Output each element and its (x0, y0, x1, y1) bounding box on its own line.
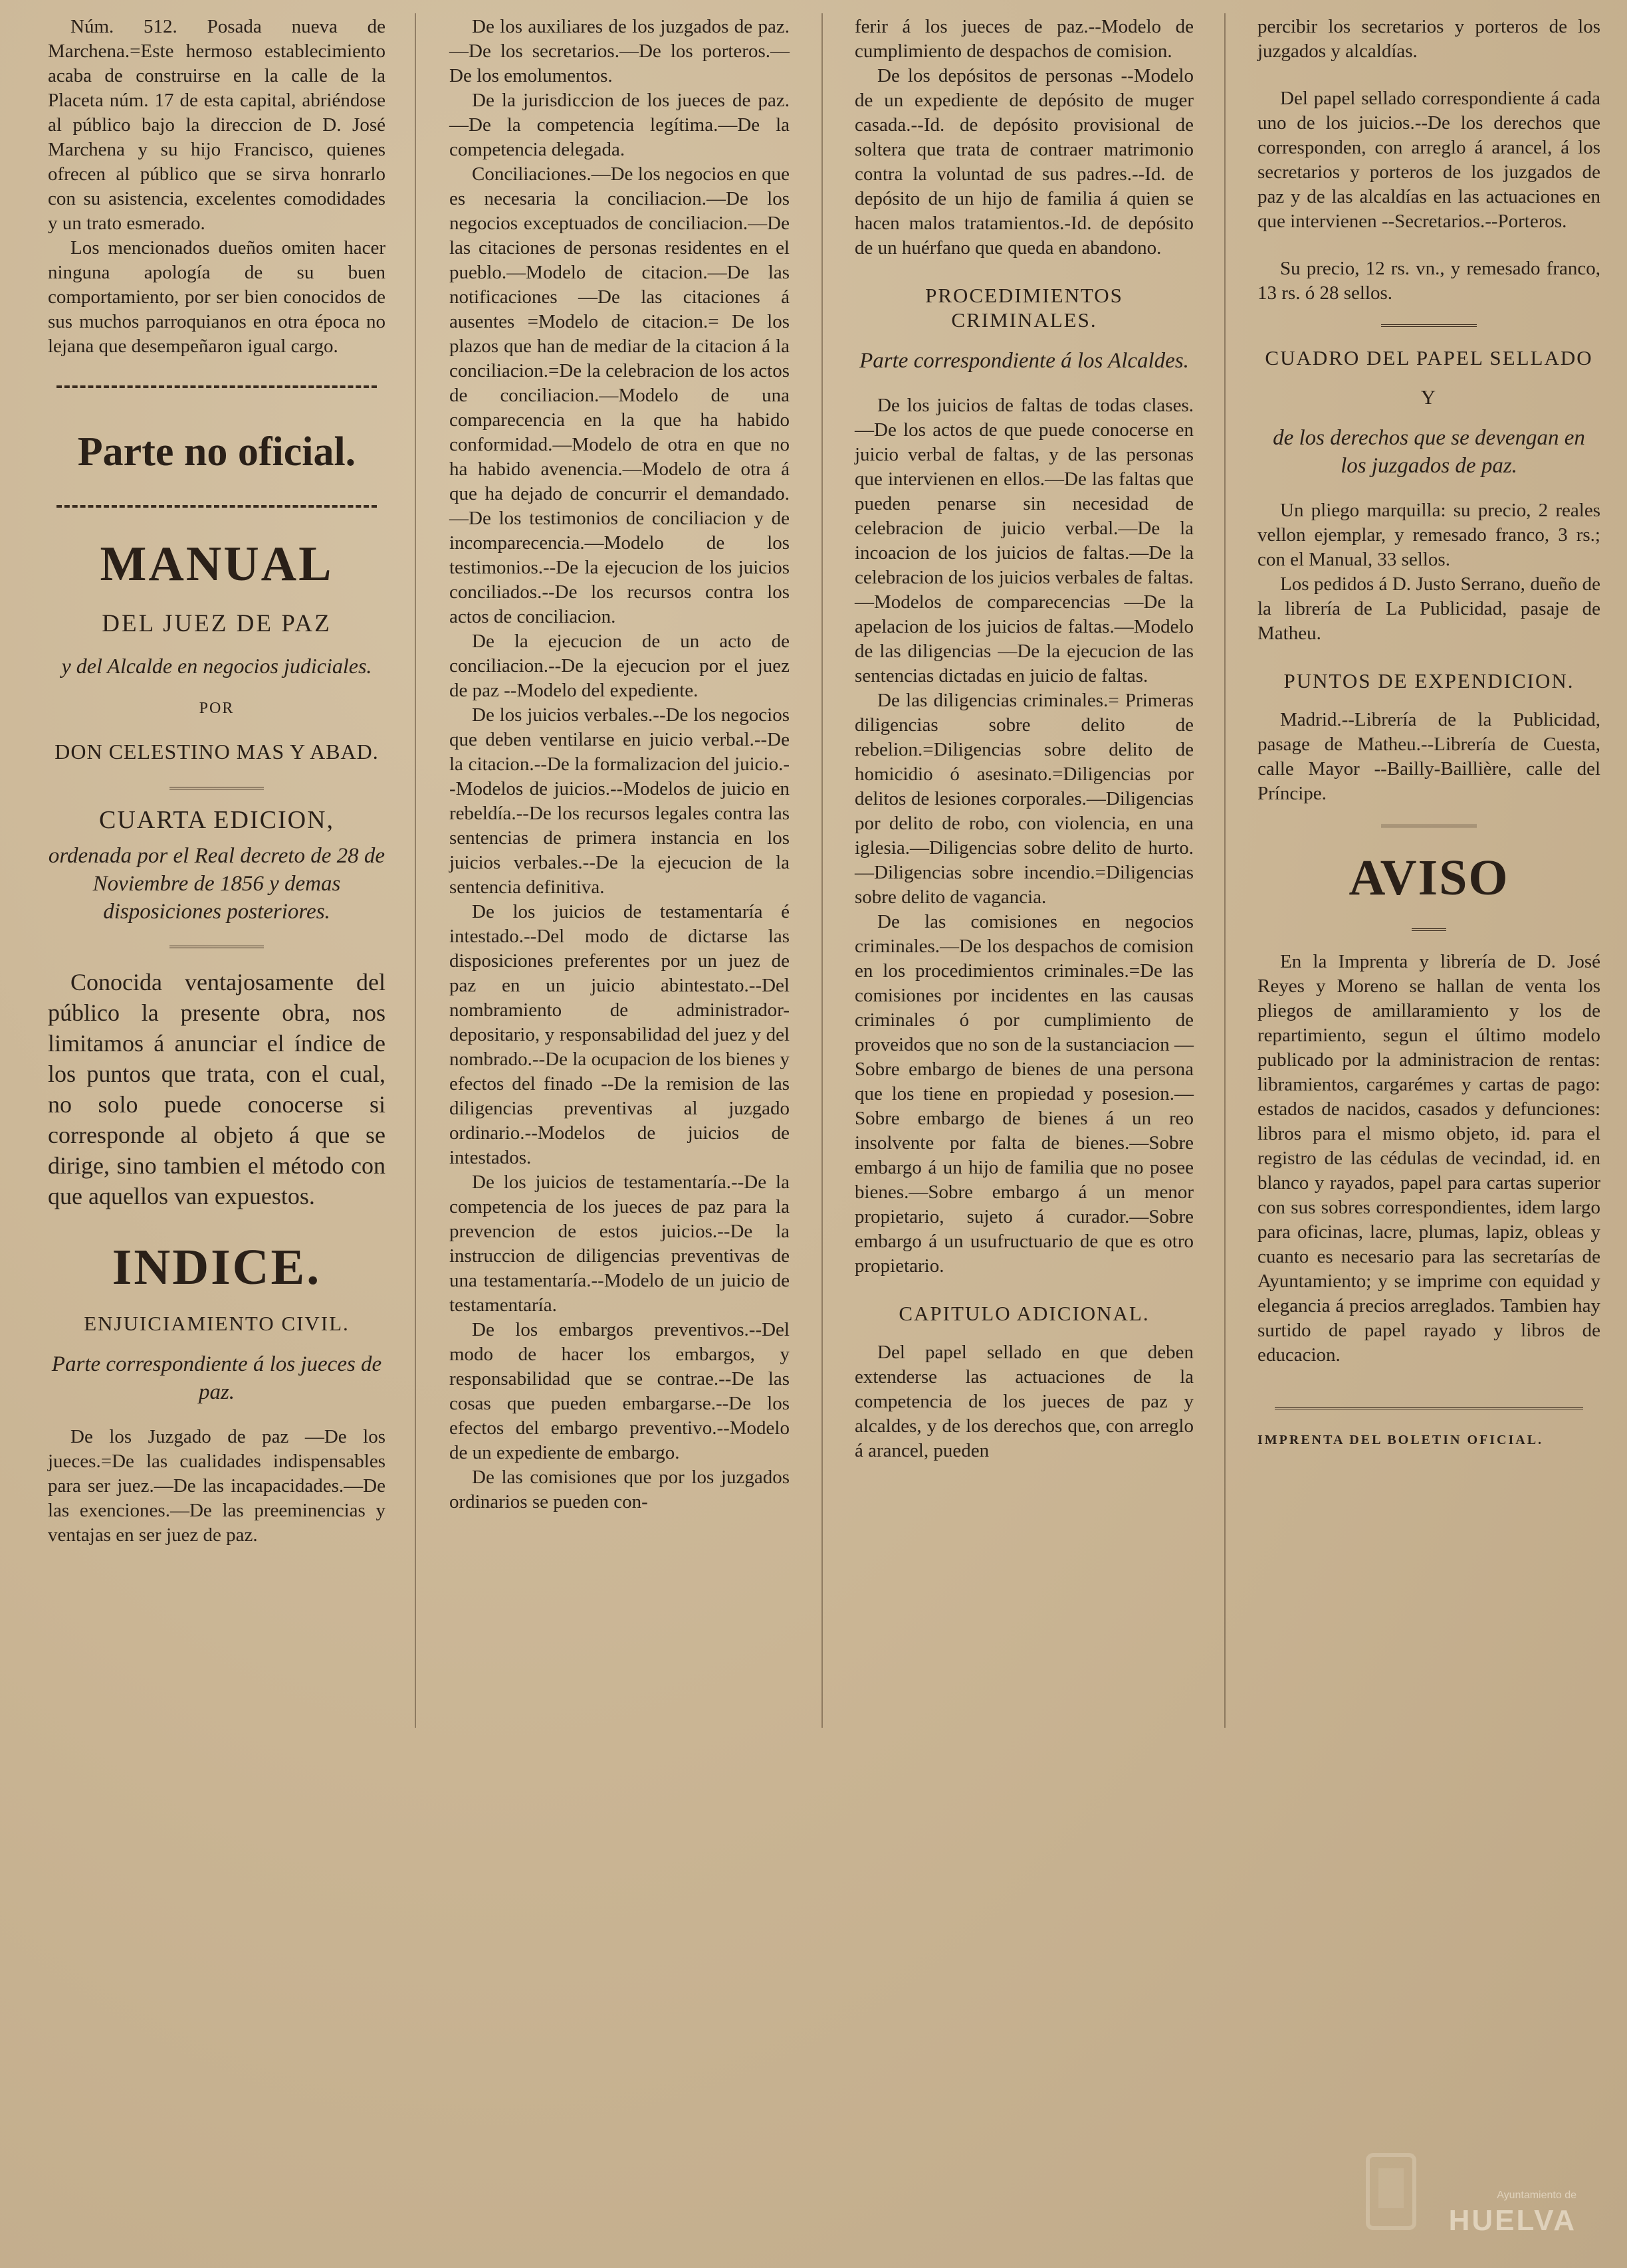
cuadro-heading: CUADRO DEL PAPEL SELLADO (1265, 346, 1593, 369)
orders-paragraph: Los pedidos á D. Justo Serrano, dueño de la librería de La Publicidad, pasaje de Matheu. (1257, 573, 1600, 644)
imprenta-footer: IMPRENTA DEL BOLETIN OFICIAL. (1257, 1433, 1544, 1447)
por-label: POR (199, 700, 235, 717)
cuadro-y: Y (1420, 385, 1438, 409)
column-2 (449, 15, 790, 1514)
index-paragraph: De los depósitos de personas --Modelo de un expediente de depósito de muger casada.--Id. de depósito provisional de soltera que trata de contraer matrimonio contra la voluntad de sus padres.--Id. de depósito de un hijo de familia á quien se hacen malos tratamientos.-Id. de depósito de un huérfano que queda en abandono. (855, 65, 1194, 258)
index-paragraph: De los juicios de testamentaría.--De la competencia de los jueces de paz para la prevencion de estos juicios.--De la instruccion de diligencias preventivas de una testamentaría.--Modelo de un juicio de testamentaría. (449, 1172, 790, 1316)
column-1 (48, 15, 385, 1548)
aviso-paragraph: En la Imprenta y librería de D. José Reyes y Moreno se hallan de venta los pliegos de amillaramiento y los de repartimiento, segun el último modelo publicado por la administracion de rentas: libramientos, cargarémes y cartas de pago: estados de nacidos, casados y defunciones: libros para el mismo objeto, id. para el registro de las cédulas de vecindad, id. en blanco y rayados, papel para cartas superior con sus sobres correspondientes, idem largo para oficinas, lacre, plumas, lapiz, obleas y cuanto es necesario para las secretarías de Ayuntamiento; y se imprime con equidad y elegancia á precios arreglados. Tambien hay surtido de papel rayado y libros de educacion. (1257, 951, 1600, 1366)
separator (169, 946, 264, 948)
index-paragraph: De la ejecucion de un acto de conciliacion.--De la ejecucion por el juez de paz --Modelo del expediente. (449, 631, 790, 701)
puntos-heading: PUNTOS DE EXPENDICION. (1283, 669, 1574, 692)
index-paragraph: Conciliaciones.—De los negocios en que es necesaria la conciliacion.—De los negocios exceptuados de conciliacion.—De las citaciones de personas residentes en el pueblo.—Modelo de citacion.—De las notificaciones —De las citaciones á ausentes =Modelo de citacion.= De los plazos que han de mediar de la citacion á la conciliacion.=De la celebracion de los actos de conciliacion.—Modelo de una comparecencia en la que ha habido conformidad.—Modelo de otra en que no ha habido avenencia.—Modelo de otra á que ha dejado de concurrir el demandado.—De los testimonios de conciliacion y de incomparecencia.—Modelo de los testimonios.--De la ejecucion de los juicios conciliados.--De los recursos contra los actos de conciliacion. (449, 163, 790, 627)
index-paragraph: De los auxiliares de los juzgados de paz.—De los secretarios.—De los porteros.—De los emolumentos. (449, 16, 790, 86)
manual-title: MANUAL (100, 537, 334, 591)
index-paragraph: De los Juzgado de paz —De los jueces.=De las cualidades indispensables para ser juez.—De las incapacidades.—De las exenciones.—De las preeminencias y ventajas en ser juez de paz. (48, 1426, 385, 1546)
price-paragraph: Un pliego marquilla: su precio, 2 reales vellon ejemplar, y remesado franco, 3 rs.; con el Manual, 33 sellos. (1257, 500, 1600, 570)
aviso-heading: AVISO (1349, 850, 1509, 906)
manual-subtitle-2: y del Alcalde en negocios judiciales. (61, 654, 372, 678)
separator (56, 505, 378, 508)
index-paragraph: percibir los secretarios y porteros de los juzgados y alcaldías. (1257, 16, 1600, 62)
index-paragraph: De los juicios verbales.--De los negocios que deben ventilarse en juicio verbal.--De la citacion.--De la formalizacion del juicio.--Modelos de juicios.--Modelos de juicio en rebeldía.--De los recursos legales contra las sentencias de primera instancia en los juicios verbales.--De la ejecucion de la sentencia definitiva. (449, 704, 790, 898)
price-paragraph: Su precio, 12 rs. vn., y remesado franco, 13 rs. ó 28 sellos. (1257, 258, 1600, 304)
separator (1381, 825, 1477, 827)
cuadro-subheading: de los derechos que se devengan en los juzgados de paz. (1273, 426, 1585, 478)
watermark-line: Ayuntamiento de (1497, 2190, 1576, 2201)
separator (169, 787, 264, 789)
edition-note: ordenada por el Real decreto de 28 de Noviembre de 1856 y demas disposiciones posteriores. (48, 844, 385, 924)
section-subheading: Parte correspondiente á los jueces de paz. (51, 1352, 382, 1404)
indice-heading: INDICE. (112, 1239, 322, 1295)
index-paragraph: Del papel sellado correspondiente á cada uno de los juicios.--De los derechos que corresponden, con arreglo á arancel, á los secretarios y porteros de los juzgados de paz y de las alcaldías en las actuaciones en que intervienen --Secretarios.--Porteros. (1257, 88, 1600, 232)
separator (1412, 928, 1446, 931)
separator (1275, 1407, 1583, 1409)
section-heading: CAPITULO ADICIONAL. (899, 1302, 1150, 1325)
parte-no-oficial-heading: Parte no oficial. (77, 429, 356, 474)
separator (56, 385, 378, 388)
index-paragraph: De la jurisdiccion de los jueces de paz.—De la competencia legítima.—De la competencia delegada. (449, 90, 790, 160)
watermark-city: HUELVA (1448, 2204, 1576, 2237)
author-name: DON CELESTINO MAS Y ABAD. (54, 740, 379, 764)
index-paragraph: Del papel sellado en que deben extenderse las actuaciones de la competencia de los jueces de paz y alcaldes, y de los derechos que, con arreglo á arancel, pueden (855, 1342, 1194, 1461)
column-3 (855, 15, 1194, 1463)
intro-paragraph: Conocida ventajosamente del público la presente obra, nos limitamos á anunciar el índice de los puntos que trata, con el cual, no solo puede conocerse si corresponde al objeto á que se dirige, sino tambien el método con que aquellos van expuestos. (48, 969, 385, 1209)
edition-label: CUARTA EDICION, (98, 806, 334, 834)
column-divider (1224, 13, 1226, 1728)
index-paragraph: De los embargos preventivos.--Del modo de hacer los embargos, y responsabilidad que se contrae.--De las cosas que pueden embargarse.--De los efectos del embargo preventivo.--Modelo de un expediente de embargo. (449, 1319, 790, 1463)
section-subheading: Parte correspondiente á los Alcaldes. (859, 349, 1189, 373)
section-heading: ENJUICIAMIENTO CIVIL. (84, 1312, 350, 1335)
puntos-paragraph: Madrid.--Librería de la Publicidad, pasage de Matheu.--Librería de Cuesta, calle Mayor --Bailly-Baillière, calle del Príncipe. (1257, 709, 1600, 804)
column-divider (821, 13, 823, 1728)
index-paragraph: De las comisiones que por los juzgados ordinarios se pueden con- (449, 1467, 790, 1512)
separator (1381, 324, 1477, 327)
column-divider (415, 13, 416, 1728)
posada-notice-cont: Los mencionados dueños omiten hacer ninguna apología de su buen comportamiento, por ser bien conocidos de sus muchos parroquianos en otra época no lejana que desempeñaron igual cargo. (48, 237, 385, 357)
section-heading: PROCEDIMIENTOS CRIMINALES. (925, 284, 1123, 332)
index-paragraph: De las comisiones en negocios criminales.—De los despachos de comision en los procedimientos criminales.=De las comisiones por incidentes en las causas criminales ó por cumplimiento de proveidos que no son de la sustanciacion — Sobre embargo de bienes de una persona que los tiene en propiedad y posesion.—Sobre embargo de bienes á un reo insolvente por falta de bienes.—Sobre embargo á un hijo de familia que no posee bienes.—Sobre embargo á un menor propietario, sujeto á curador.—Sobre embargo á un usufructuario de que es otro propietario. (855, 911, 1194, 1277)
index-paragraph: De las diligencias criminales.= Primeras diligencias sobre delito de rebelion.=Diligencias sobre delito de homicidio ó asesinato.=Diligencias por delitos de lesiones corporales.—Diligencias por delito de robo, con violencia, en una iglesia.—Diligencias sobre delito de hurto.—Diligencias sobre incendio.=Diligencias sobre delito de vagancia. (855, 690, 1194, 908)
manual-subtitle: DEL JUEZ DE PAZ (102, 610, 332, 637)
index-paragraph: De los juicios de faltas de todas clases.—De los actos de que puede conocerse en juicio verbal de faltas, y de las personas que intervienen en ellos.—De las faltas que pueden penarse sin necesidad de celebracion de juicio verbal.—De la incoacion de los juicios de faltas.—De la celebracion de los juicios verbales de faltas.—Modelos de comparecencias —De la apelacion de los juicios de faltas.—Modelo de las diligencias —De la ejecucion de las sentencias dictadas en juicio de faltas. (855, 395, 1194, 686)
index-paragraph: De los juicios de testamentaría é intestado.--Del modo de dictarse las disposiciones preferentes por un juez de paz en un juicio abintestato.--Del nombramiento de administrador-depositario, y responsabilidad del juez y del nombrado.--De la ocupacion de los bienes y efectos del finado --De la remision de las diligencias preventivas al juzgado ordinario.--Modelos de juicios de intestados. (449, 901, 790, 1168)
index-paragraph: ferir á los jueces de paz.--Modelo de cumplimiento de despachos de comision. (855, 16, 1194, 62)
posada-notice: Núm. 512. Posada nueva de Marchena.=Este hermoso establecimiento acaba de construirse en la calle de la Placeta núm. 17 de esta capital, abriéndose al público bajo la direccion de D. José Marchena y su hijo Francisco, quienes ofrecen al público que se sirva honrarlo con su asistencia, excelentes comodidades y un trato esmerado. (48, 16, 385, 234)
column-4 (1257, 15, 1600, 1453)
